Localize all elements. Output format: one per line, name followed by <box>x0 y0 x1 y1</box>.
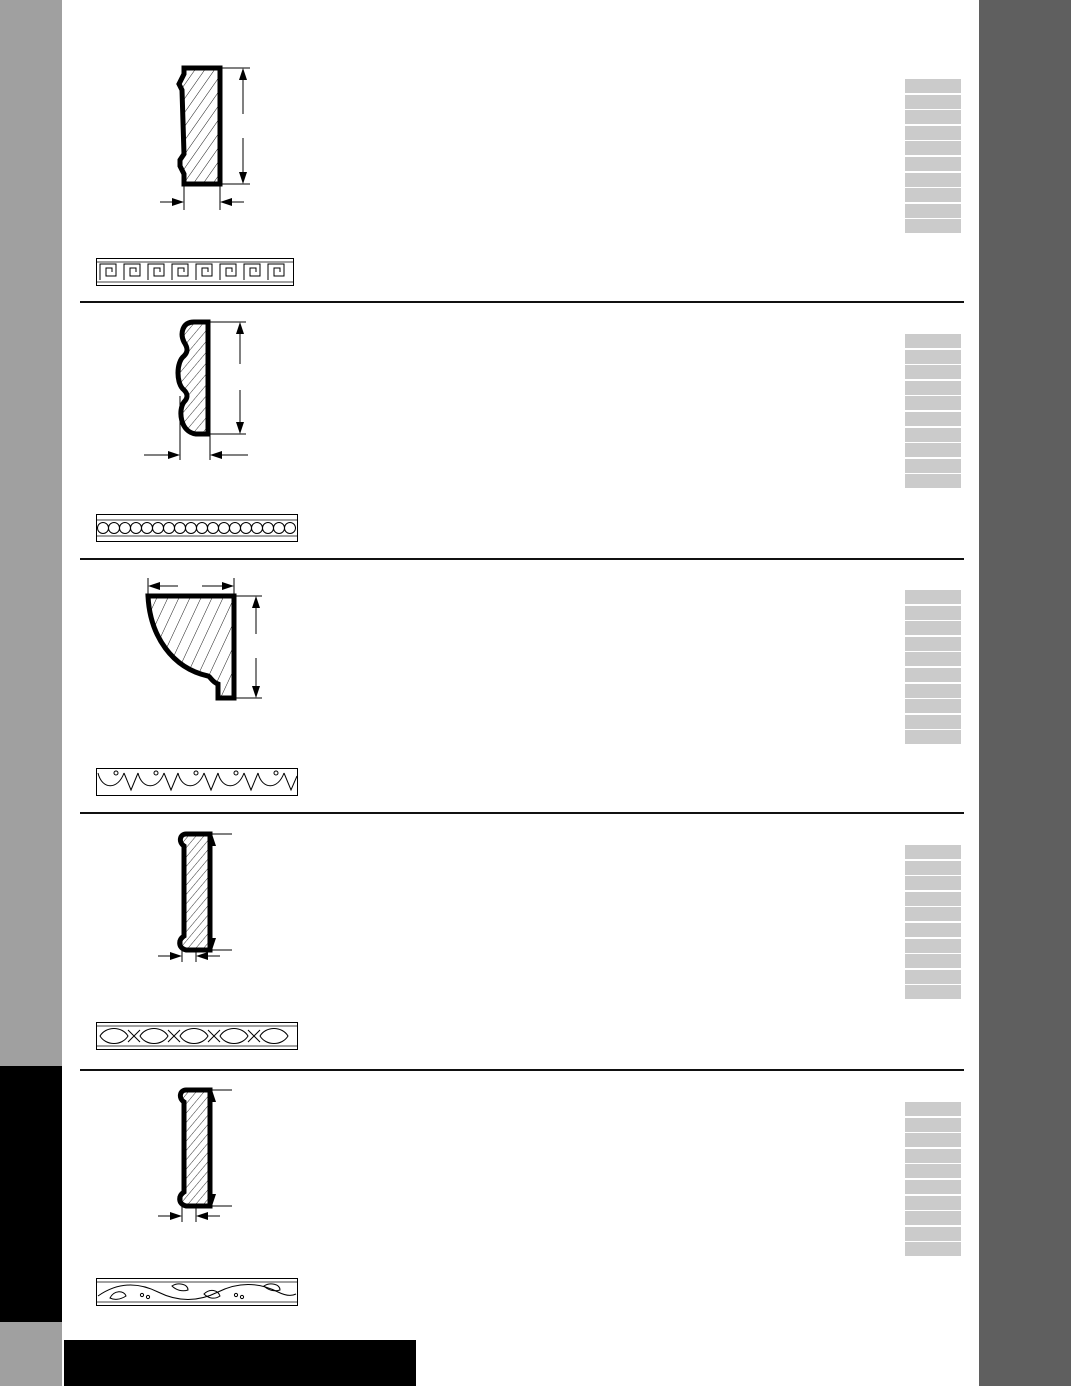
thin-panel-profile <box>62 818 302 988</box>
section-divider <box>80 301 964 303</box>
spec-table <box>905 590 961 746</box>
section-divider <box>80 558 964 560</box>
section-5 <box>62 1074 979 1330</box>
section-divider <box>80 1069 964 1071</box>
spec-table <box>905 1102 961 1258</box>
cove-crown-profile <box>62 564 302 734</box>
panel-mould-profile <box>62 50 302 220</box>
footer-bar <box>64 1340 416 1386</box>
egg-and-dart-pattern <box>96 768 298 796</box>
thin-panel-profile-alt <box>62 1074 302 1244</box>
section-divider <box>80 812 964 814</box>
greek-key-pattern <box>96 258 294 286</box>
right-margin-bar <box>979 0 1071 1386</box>
section-3 <box>62 564 979 820</box>
triple-bead-profile <box>62 306 302 476</box>
section-2 <box>62 306 979 562</box>
spec-table <box>905 845 961 1001</box>
lattice-pattern <box>96 1022 298 1050</box>
leaf-vine-pattern <box>96 1278 298 1306</box>
section-1 <box>62 50 979 306</box>
spec-table <box>905 79 961 235</box>
left-section-tab <box>0 1066 62 1322</box>
spec-table <box>905 334 961 490</box>
section-4 <box>62 818 979 1074</box>
bead-chain-pattern <box>96 514 298 542</box>
